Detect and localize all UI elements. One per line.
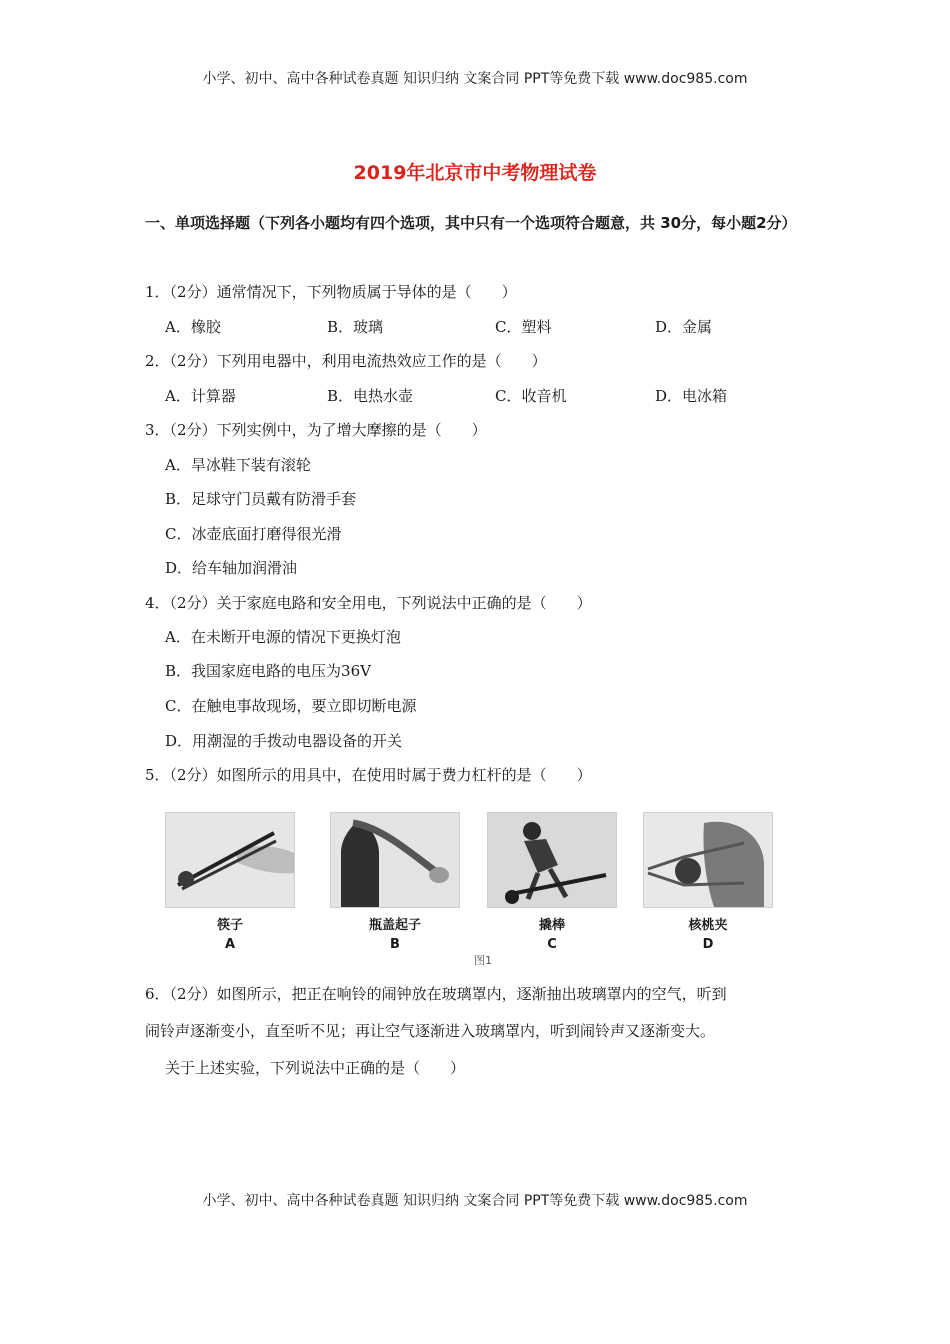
q4-option-c: C．在触电事故现场，要立即切断电源 bbox=[165, 697, 417, 715]
q2-option-c: C．收音机 bbox=[495, 387, 567, 405]
figure-a-letter: A bbox=[224, 937, 236, 952]
figure-b-letter: B bbox=[390, 937, 400, 952]
chopsticks-image bbox=[165, 812, 295, 908]
question-6-line-3: 关于上述实验，下列说法中正确的是（ ） bbox=[165, 1059, 466, 1077]
q1-option-c: C．塑料 bbox=[495, 318, 552, 336]
q1-option-d: D．金属 bbox=[655, 318, 713, 336]
question-6-line-1: 6．（2分）如图所示，把正在响铃的闹钟放在玻璃罩内，逐渐抽出玻璃罩内的空气，听到 bbox=[145, 985, 727, 1003]
q3-option-a: A．旱冰鞋下装有滚轮 bbox=[165, 456, 311, 474]
q2-option-b: B．电热水壶 bbox=[327, 387, 414, 405]
figure-b-caption: 瓶盖起子 bbox=[368, 918, 421, 933]
figure-label: 图1 bbox=[474, 954, 492, 967]
q1-option-b: B．玻璃 bbox=[327, 318, 384, 336]
figure-c bbox=[487, 812, 617, 952]
q3-option-d: D．给车轴加润滑油 bbox=[165, 559, 298, 577]
page-header: 小学、初中、高中各种试卷真题 知识归纳 文案合同 PPT等免费下载 www.doc985.com bbox=[202, 71, 748, 87]
figure-a-caption: 筷子 bbox=[216, 918, 243, 933]
figure-a bbox=[165, 812, 295, 952]
figure-c-letter: C bbox=[547, 937, 557, 952]
crowbar-image bbox=[487, 812, 617, 908]
question-4-stem: 4．（2分）关于家庭电路和安全用电，下列说法中正确的是（ ） bbox=[145, 594, 592, 612]
q4-option-a: A．在未断开电源的情况下更换灯泡 bbox=[165, 628, 401, 646]
page-title: 2019年北京市中考物理试卷 bbox=[353, 162, 597, 184]
question-1-stem: 1．（2分）通常情况下，下列物质属于导体的是（ ） bbox=[145, 283, 517, 301]
bottle-opener-image bbox=[330, 812, 460, 908]
q3-option-c: C．冰壶底面打磨得很光滑 bbox=[165, 525, 342, 543]
page-footer: 小学、初中、高中各种试卷真题 知识归纳 文案合同 PPT等免费下载 www.doc985.com bbox=[202, 1193, 748, 1209]
q1-option-a: A．橡胶 bbox=[165, 318, 221, 336]
q4-option-d: D．用潮湿的手拨动电器设备的开关 bbox=[165, 732, 403, 750]
question-2-stem: 2．（2分）下列用电器中，利用电流热效应工作的是（ ） bbox=[145, 352, 547, 370]
figure-d-letter: D bbox=[702, 937, 714, 952]
figure-d bbox=[643, 812, 773, 952]
q2-option-d: D．电冰箱 bbox=[655, 387, 728, 405]
figure-b bbox=[330, 812, 460, 952]
question-3-stem: 3．（2分）下列实例中，为了增大摩擦的是（ ） bbox=[145, 421, 487, 439]
question-6-line-2: 闹铃声逐渐变小，直至听不见；再让空气逐渐进入玻璃罩内，听到闹铃声又逐渐变大。 bbox=[145, 1022, 716, 1040]
section-heading: 一、单项选择题（下列各小题均有四个选项，其中只有一个选项符合题意，共 30分，每小题2分） bbox=[145, 214, 797, 232]
nutcracker-image bbox=[643, 812, 773, 908]
q4-option-b: B．我国家庭电路的电压为36V bbox=[165, 662, 371, 680]
q3-option-b: B．足球守门员戴有防滑手套 bbox=[165, 490, 357, 508]
question-5-stem: 5．（2分）如图所示的用具中，在使用时属于费力杠杆的是（ ） bbox=[145, 766, 592, 784]
q2-option-a: A．计算器 bbox=[165, 387, 236, 405]
figure-row bbox=[165, 812, 765, 962]
figure-c-caption: 撬棒 bbox=[538, 918, 565, 933]
figure-d-caption: 核桃夹 bbox=[688, 918, 728, 933]
